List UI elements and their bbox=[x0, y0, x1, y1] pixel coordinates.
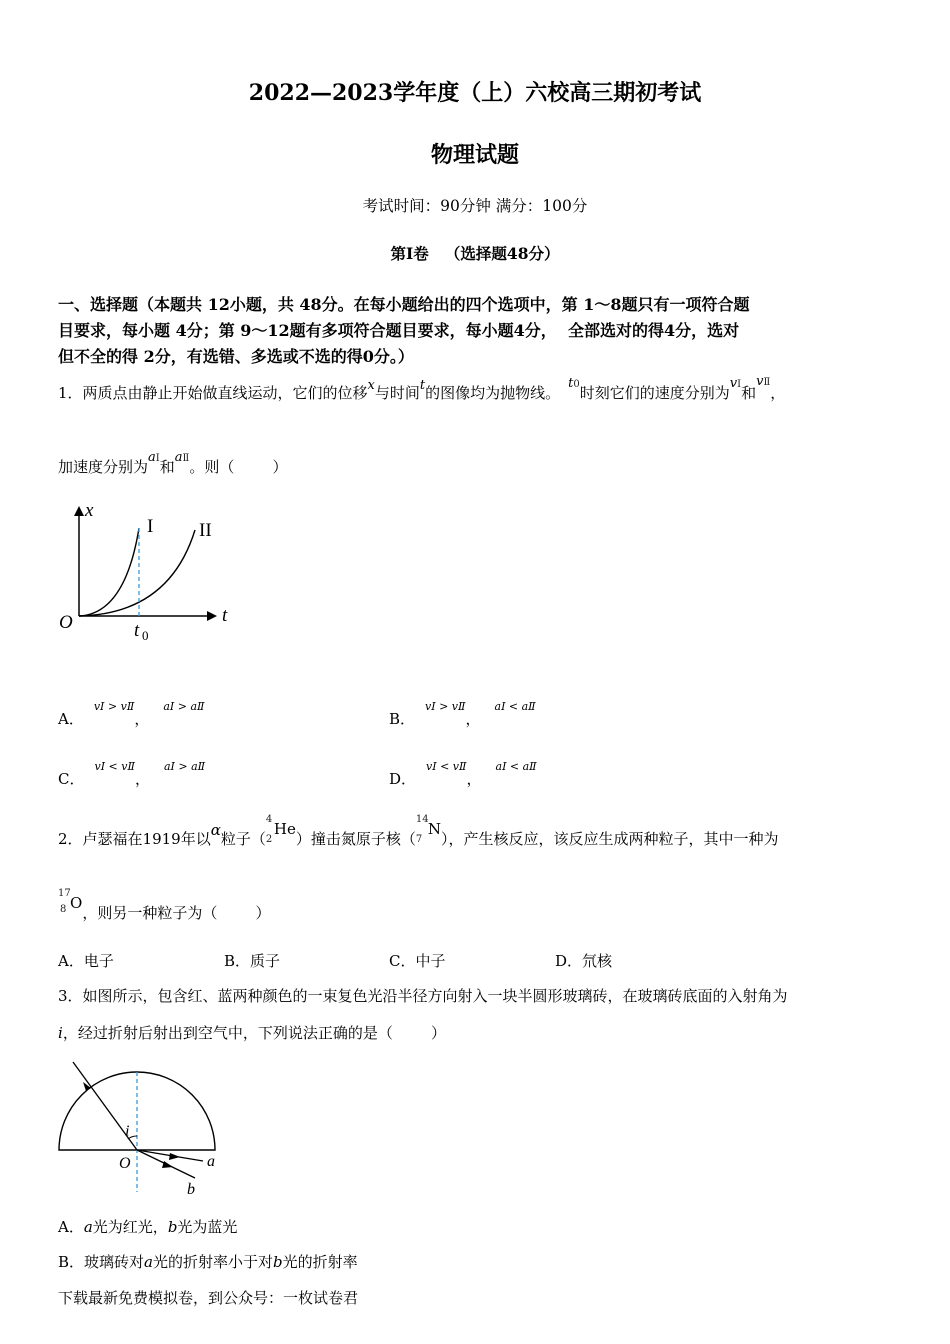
q1-option-a[interactable]: A．$^{vⅠ > vⅡ}$，$^{aⅠ > aⅡ}$ bbox=[58, 700, 205, 728]
q2-stem-line2: 17 8 O，则另一种粒子为（ ） bbox=[58, 888, 271, 922]
q1-option-b[interactable]: B．$^{vⅠ > vⅡ}$，$^{aⅠ < aⅡ}$ bbox=[389, 700, 536, 728]
origin-o-label: O bbox=[119, 1155, 131, 1172]
q1-option-d[interactable]: D．$^{vⅠ < vⅡ}$，$^{aⅠ < aⅡ}$ bbox=[389, 760, 537, 788]
q1-option-c[interactable]: C．$^{vⅠ < vⅡ}$，$^{aⅠ > aⅡ}$ bbox=[58, 760, 206, 788]
x-axis-label: x bbox=[85, 500, 94, 521]
q2-stem-line1: 2．卢瑟福在1919年以α粒子（ 4 2 He）撞击氮原子核（ 14 7 N），产生核反应，该反应生成两种粒子，其中一种为 bbox=[58, 814, 779, 848]
q3-option-b[interactable]: B．玻璃砖对a光的折射率小于对b光的折射率 bbox=[58, 1253, 358, 1271]
section-instruction-line3: 但不全的得 2分，有选错、多选或不选的得0分。） bbox=[58, 347, 414, 366]
q2-option-b[interactable]: B．质子 bbox=[224, 952, 281, 970]
t-axis-arrow bbox=[207, 611, 217, 621]
section-instruction-line2: 目要求，每小题 4分；第 9～12题有多项符合题目要求，每小题4分， 全部选对的得4分，选对 bbox=[58, 321, 740, 340]
curve-II-label: II bbox=[199, 520, 212, 541]
footer-note: 下载最新免费模拟卷，到公众号：一枚试卷君 bbox=[58, 1289, 359, 1307]
ray-b-label: b bbox=[187, 1181, 195, 1198]
exam-title: 2022—2023学年度（上）六校高三期初考试 bbox=[248, 80, 702, 106]
subject-title: 物理试题 bbox=[430, 142, 519, 168]
q3-option-a[interactable]: A．a光为红光，b光为蓝光 bbox=[58, 1218, 238, 1236]
exam-info: 考试时间：90分钟 满分：100分 bbox=[362, 197, 588, 215]
q1-stem-line2: 加速度分别为aⅠ和aⅡ。则（ ） bbox=[58, 450, 288, 476]
angle-i-label: i bbox=[125, 1123, 130, 1140]
t0-label: t bbox=[134, 620, 140, 641]
ray-a-arrow bbox=[169, 1153, 180, 1160]
q2-option-d[interactable]: D．氘核 bbox=[555, 952, 613, 970]
section-instruction-line1: 一、选择题（本题共 12小题，共 48分。在每小题给出的四个选项中，第 1～8题只有一项符合题 bbox=[58, 295, 750, 314]
q1-xt-graph bbox=[55, 498, 245, 648]
q1-stem-line1: 1．两质点由静止开始做直线运动，它们的位移x与时间t的图像均为抛物线。t0时刻它们的速度分别为vⅠ和vⅡ， bbox=[58, 374, 786, 402]
ray-b-arrow bbox=[162, 1161, 173, 1168]
q2-option-c[interactable]: C．中子 bbox=[389, 952, 446, 970]
curve-I bbox=[79, 528, 139, 616]
curve-I-label: I bbox=[147, 516, 154, 537]
incident-ray-arrow bbox=[83, 1082, 91, 1091]
q3-stem-line1: 3．如图所示，包含红、蓝两种颜色的一束复色光沿半径方向射入一块半圆形玻璃砖，在玻璃砖底面的入射角为 bbox=[58, 987, 788, 1005]
origin-label: O bbox=[59, 612, 73, 633]
curve-II bbox=[79, 530, 195, 616]
t0-subscript: 0 bbox=[142, 628, 149, 643]
q3-stem-line2: i，经过折射后射出到空气中，下列说法正确的是（ ） bbox=[58, 1024, 446, 1042]
x-axis-arrow bbox=[74, 506, 84, 516]
volume-heading: 第Ⅰ卷 （选择题48分） bbox=[390, 244, 560, 263]
t-axis-label: t bbox=[222, 605, 228, 626]
q3-semicircle-figure bbox=[55, 1058, 225, 1198]
ray-a-label: a bbox=[207, 1153, 215, 1170]
q2-option-a[interactable]: A．电子 bbox=[58, 952, 114, 970]
